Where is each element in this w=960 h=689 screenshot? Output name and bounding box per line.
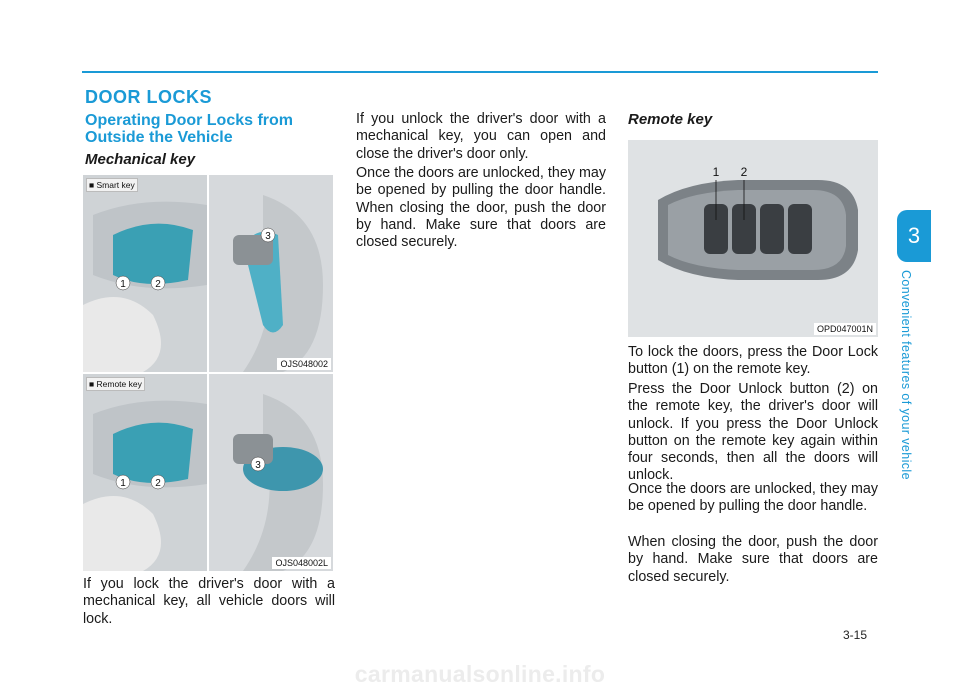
chapter-number: 3 — [907, 223, 921, 248]
callout-2: 2 — [740, 165, 748, 179]
callout-1: 1 — [120, 478, 126, 489]
smart-key-illustration — [83, 175, 333, 372]
remote-paragraph-2: Press the Door Unlock button (2) on the remote key, the driver's door will unlock. If you press the Door Unlock button on the remote key again within four seconds, then all the doors will unlock. — [628, 381, 878, 484]
section-title: DOOR LOCKS — [85, 87, 213, 107]
remote-key-figure — [83, 374, 333, 571]
callout-2: 2 — [155, 478, 161, 489]
watermark-text: carmanualsonline.info — [354, 661, 606, 687]
remote-key-photo — [628, 140, 878, 337]
remote-paragraph-3: Once the doors are unlocked, they may be opened by pulling the door handle. — [628, 481, 878, 515]
subheading-outside-locks: Operating Door Locks from Outside the Vehicle — [85, 112, 294, 146]
chapter-title: Convenient features of your vehicle — [899, 270, 913, 480]
chapter-tab — [897, 210, 931, 262]
callout-1: 1 — [712, 165, 720, 179]
figure-code-remote: OJS048002L — [272, 557, 331, 569]
remote-paragraph-1: To lock the doors, press the Door Lock button (1) on the remote key. — [628, 344, 878, 378]
page-number: 3-15 — [843, 628, 868, 642]
header-rule — [82, 71, 878, 73]
remote-paragraph-4: When closing the door, push the door by hand. Make sure that doors are closed securely. — [628, 534, 878, 585]
callout-1: 1 — [120, 279, 126, 290]
smart-key-label: ■ Smart key — [86, 178, 138, 192]
remote-key-illustration — [83, 374, 333, 571]
smart-key-figure — [83, 175, 333, 372]
remote-key-fob-illustration — [628, 140, 878, 337]
callout-3: 3 — [265, 231, 271, 242]
mechanical-lock-paragraph: If you lock the driver's door with a mechanical key, all vehicle doors will lock. — [83, 576, 335, 627]
mechanical-key-heading: Mechanical key — [85, 151, 196, 168]
middle-paragraph-1: If you unlock the driver's door with a mechanical key, you can open and close the driver's door only. — [356, 111, 606, 162]
callout-3: 3 — [255, 460, 261, 471]
remote-key-label: ■ Remote key — [86, 377, 145, 391]
remote-key-heading: Remote key — [628, 111, 713, 128]
figure-code-smart: OJS048002 — [277, 358, 331, 370]
callout-2: 2 — [155, 279, 161, 290]
middle-paragraph-2: Once the doors are unlocked, they may be opened by pulling the door handle. When closing the door, push the door by hand. Make sure that doors are closed securely. — [356, 165, 606, 251]
figure-code-remote-key: OPD047001N — [814, 323, 876, 335]
